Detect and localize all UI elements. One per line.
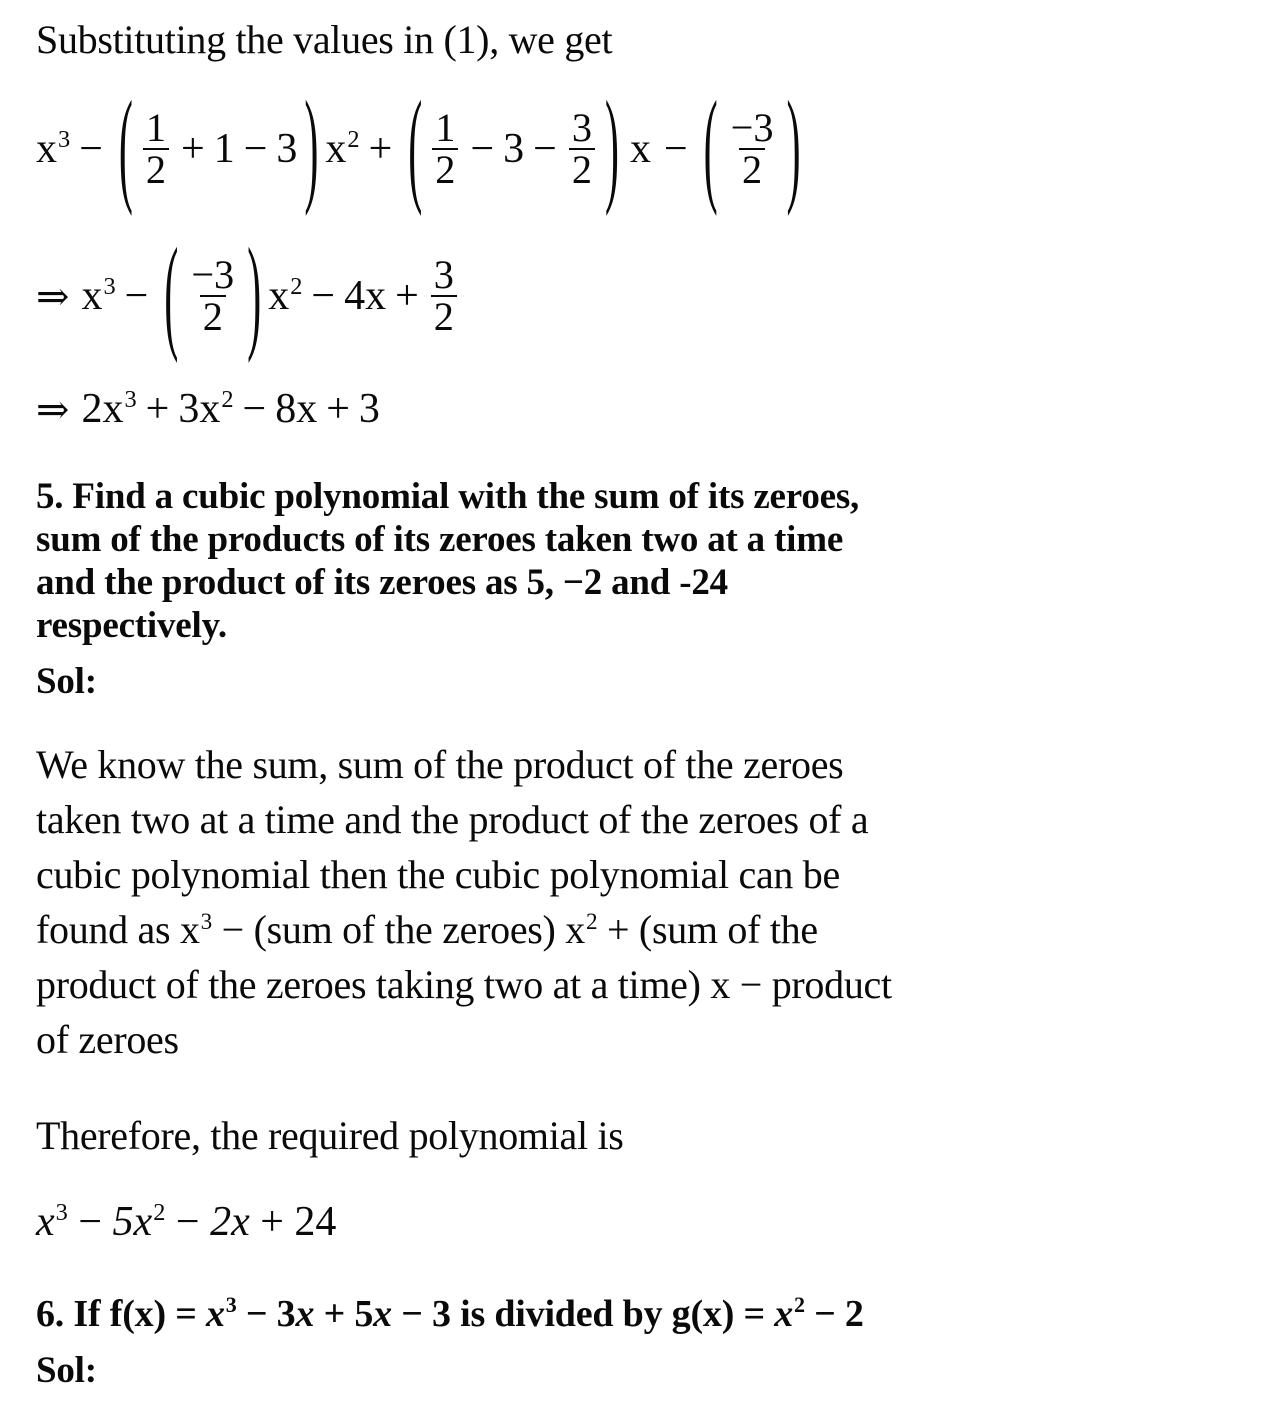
therefore-line: Therefore, the required polynomial is — [36, 1113, 624, 1158]
eq2-lead-var: $x^3$ — [81, 273, 116, 320]
eq2-fraction-neg-three-halves: $\frac{-3}{2}$ — [191, 252, 235, 340]
question-6-sol-label: Sol: — [36, 1350, 97, 1391]
explanation-line-1: We know the sum, sum of the product of the zeroes — [36, 742, 844, 787]
eq1-minus-2a: − — [470, 126, 495, 173]
ans-minus-1 — [68, 1199, 79, 1245]
eq1-x-squared-1: $x^2$ — [325, 126, 360, 173]
eq1-open-paren-1: ( — [118, 79, 133, 220]
question-6-line — [36, 1292, 864, 1335]
equation-simplified — [36, 226, 460, 367]
explanation-line-6: of zeroes — [36, 1017, 179, 1062]
q6-g-exp: 2 — [794, 1292, 805, 1318]
ans-plus: + — [260, 1199, 284, 1245]
explanation-exponent-3: 3 — [200, 908, 212, 935]
equation-substituted — [36, 79, 808, 220]
explanation-line-2: taken two at a time and the product of the zeroes of a — [36, 797, 869, 842]
implies-arrow-2: ⇒ — [36, 386, 70, 432]
eq3-term-2: $3x^2$ — [178, 386, 234, 432]
eq1-lead-var: $x^3$ — [36, 126, 71, 173]
q6-f-mid1: − 3 — [236, 1293, 296, 1335]
eq2-term-4x: 4x — [344, 273, 387, 320]
explanation-line-4 — [36, 907, 818, 952]
q6-f-mid2: + 5 — [314, 1293, 374, 1335]
eq2-plus: + — [395, 273, 419, 320]
eq2-minus-2: − — [311, 273, 336, 320]
explanation-line-4-mid: − (sum of the zeroes) x — [211, 907, 585, 952]
eq1-minus-2b: − — [533, 126, 557, 173]
eq1-minus-1: − — [79, 126, 103, 173]
answer-polynomial — [36, 1198, 336, 1246]
eq1-open-paren-2: ( — [408, 79, 423, 220]
implies-arrow-1: ⇒ — [36, 273, 70, 319]
eq1-close-paren-1: ) — [304, 79, 319, 220]
question-5-line-1: 5. Find a cubic polynomial with the sum of its zeroes, — [36, 476, 860, 517]
eq3-plus-2: + — [326, 386, 350, 432]
ans-minus-1-glyph: − — [78, 1199, 103, 1245]
explanation-line-4-post: + (sum of the — [597, 907, 818, 952]
eq3-minus-1: − — [242, 386, 267, 432]
q6-prefix: 6. If f(x) = — [36, 1293, 206, 1335]
q6-f-x2: x — [373, 1293, 392, 1335]
question-5-line-3: and the product of its zeroes as 5, −2 and -24 — [36, 562, 728, 603]
ans-minus-2: − — [175, 1199, 200, 1245]
eq1-one: 1 — [213, 126, 235, 173]
q6-f-var: x — [205, 1293, 225, 1335]
explanation-line-4-pre: found as x — [36, 907, 200, 952]
eq3-plus-1: + — [145, 386, 170, 432]
explanation-exponent-2: 2 — [585, 908, 598, 935]
question-5-line-2: sum of the products of its zeroes taken two at a time — [36, 519, 844, 560]
question-5-line-4: respectively. — [36, 605, 227, 646]
eq2-x-squared: $x^2$ — [268, 273, 303, 320]
eq1-plus-inner: + — [181, 126, 205, 173]
explanation-line-5: product of the zeroes taking two at a time) x − product — [36, 962, 892, 1007]
eq1-x-linear: x — [629, 126, 651, 173]
q6-f-x1: x — [295, 1293, 315, 1335]
q6-f-exp: 3 — [225, 1292, 237, 1318]
eq1-plus-main: + — [368, 126, 393, 173]
eq1-fraction-half-1: $\frac{1}{2}$ — [143, 108, 169, 191]
ans-term-1: $x^3$ — [36, 1199, 68, 1245]
explanation-line-3: cubic polynomial then the cubic polynomial can be — [36, 852, 840, 897]
ans-term-3: 2x — [210, 1199, 250, 1245]
eq1-fraction-neg-three-halves: $\frac{-3}{2}$ — [730, 105, 774, 193]
eq1-fraction-half-2: $\frac{1}{2}$ — [432, 108, 458, 191]
equation-final-cubic — [36, 385, 380, 433]
q6-g-tail: − 2 — [804, 1293, 864, 1335]
intro-line: Substituting the values in (1), we get — [36, 17, 613, 62]
eq1-three: 3 — [276, 126, 298, 173]
eq1-fraction-three-halves: $\frac{3}{2}$ — [569, 108, 595, 191]
eq2-open-paren: ( — [164, 226, 179, 367]
eq2-minus-1: − — [124, 273, 149, 320]
eq3-term-4: 3 — [358, 386, 380, 432]
eq3-term-3: 8x — [275, 386, 318, 432]
ans-term-4: 24 — [294, 1199, 337, 1245]
q6-f-mid3: − 3 is divided by g(x) = — [391, 1293, 775, 1335]
eq1-minus-tail: − — [663, 126, 688, 173]
eq1-open-paren-3: ( — [703, 79, 718, 220]
ans-term-2: $5x^2$ — [112, 1199, 166, 1245]
eq3-term-1: $2x^3$ — [81, 386, 137, 432]
eq1-close-paren-2: ) — [604, 79, 619, 220]
eq2-close-paren: ) — [247, 226, 262, 367]
question-5-sol-label: Sol: — [36, 661, 97, 702]
eq1-minus-inner: − — [243, 126, 268, 173]
eq1-close-paren-3: ) — [786, 79, 801, 220]
eq2-fraction-three-halves: $\frac{3}{2}$ — [431, 255, 457, 338]
eq1-three-2: 3 — [503, 126, 525, 173]
q6-g-var: x — [774, 1293, 794, 1335]
